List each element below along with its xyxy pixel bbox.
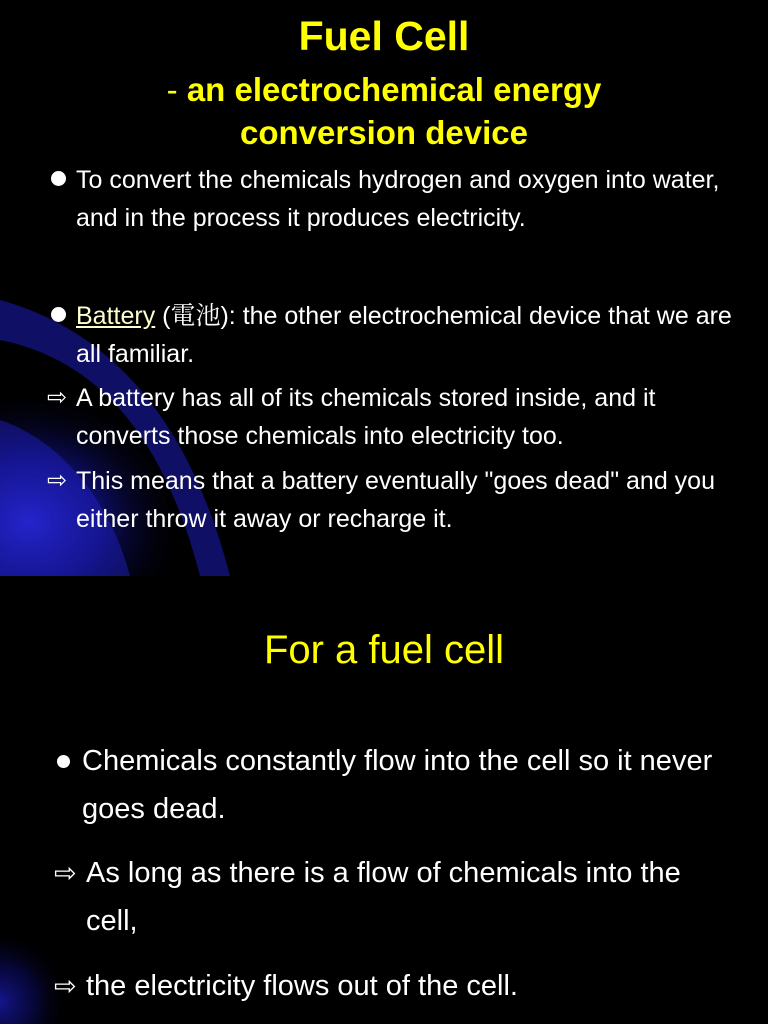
bullet-text: Chemicals constantly flow into the cell so it never goes dead. (82, 745, 713, 825)
outline-arrow-right-icon: ⇨ (54, 971, 77, 1001)
slide-subtitle (0, 68, 768, 154)
subtitle-line-1: an electrochemical energy (186, 71, 602, 108)
arrow-text: As long as there is a flow of chemicals into the cell, (86, 857, 681, 937)
arrow-text: This means that a battery eventually "goes dead" and you either throw it away or recharge it. (76, 467, 715, 533)
bullet-item (0, 161, 736, 237)
slide-for-a-fuel-cell (0, 576, 768, 1024)
bullet-text: To convert the chemicals hydrogen and oxygen into water, and in the process it produces electricity. (76, 166, 720, 232)
outline-arrow-right-icon: ⇨ (47, 467, 68, 494)
bullet-text-after-link: (電池): the other electrochemical device that we are all familiar. (76, 302, 732, 368)
outline-arrow-right-icon: ⇨ (54, 858, 77, 888)
bullet-item-battery (0, 297, 736, 373)
arrow-item (0, 462, 736, 538)
slide-title: For a fuel cell (263, 628, 505, 672)
bullet-text (0, 297, 736, 373)
bullet-dot-icon (57, 755, 70, 768)
arrow-item (0, 849, 726, 945)
arrow-text: the electricity flows out of the cell. (86, 970, 518, 1002)
subtitle-dash: - (166, 71, 187, 108)
arrow-text: A battery has all of its chemicals stored inside, and it converts those chemicals into electricity too. (76, 384, 656, 450)
bullet-dot-icon (51, 171, 66, 186)
arrow-item (0, 962, 726, 1010)
arrow-item (0, 379, 736, 455)
subtitle-line-2: conversion device (240, 114, 528, 151)
battery-link[interactable]: Battery (76, 302, 156, 330)
outline-arrow-right-icon: ⇨ (47, 384, 68, 411)
bullet-item (0, 737, 732, 833)
slide-title: Fuel Cell (298, 13, 470, 59)
bullet-dot-icon (51, 307, 66, 322)
